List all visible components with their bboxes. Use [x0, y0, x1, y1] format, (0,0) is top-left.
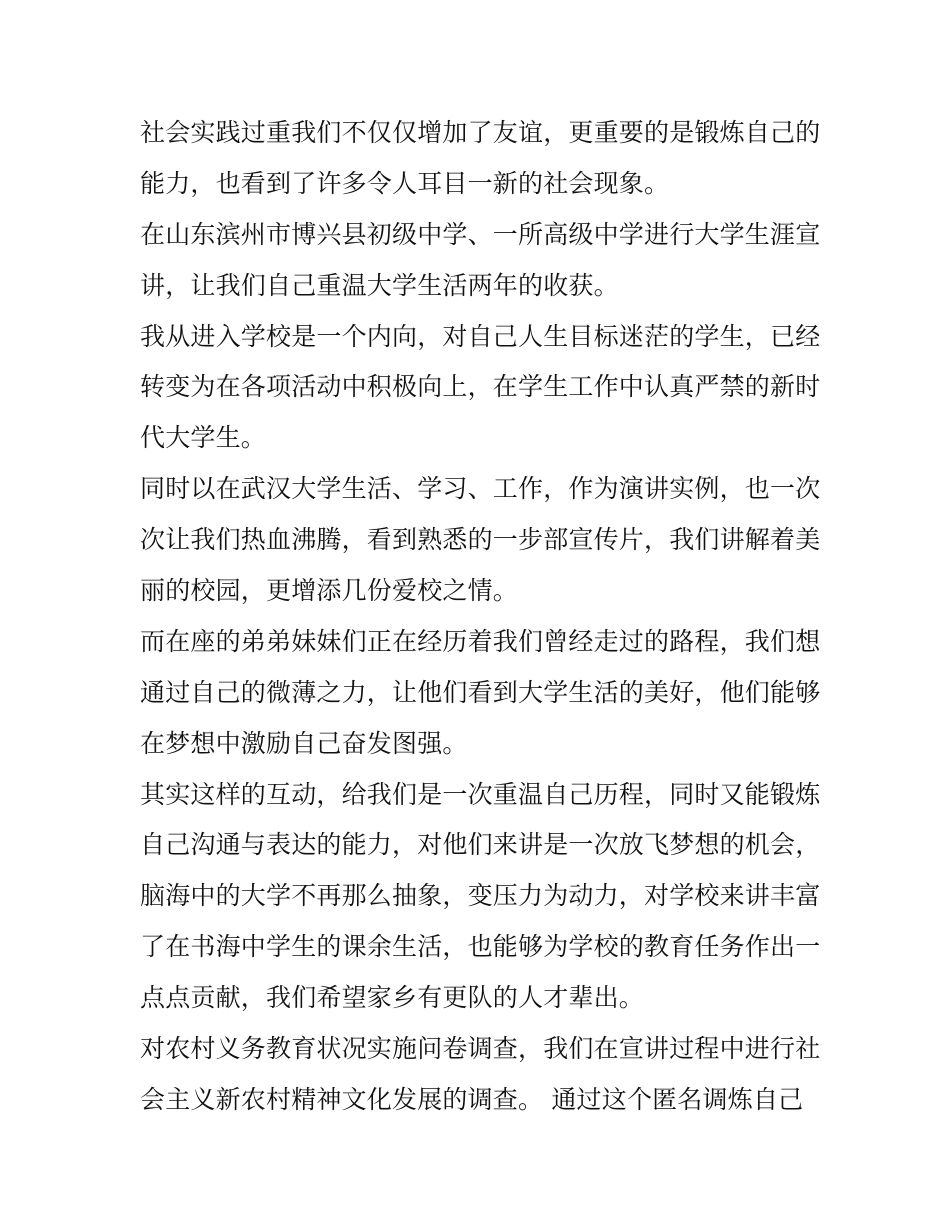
text-line: 丽的校园，更增添几份爱校之情。 [140, 576, 519, 606]
text-line: 了在书海中学生的课余生活，也能够为学校的教育任务作出一 [140, 932, 821, 962]
text-line: 自己沟通与表达的能力，对他们来讲是一次放飞梦想的机会， [140, 830, 821, 860]
text-line: 脑海中的大学不再那么抽象，变压力为动力，对学校来讲丰富 [140, 881, 821, 911]
text-line: 能力，也看到了许多令人耳目一新的社会现象。 [140, 168, 670, 198]
text-line: 在梦想中激励自己奋发图强。 [140, 728, 468, 758]
text-line: 同时以在武汉大学生活、学习、工作，作为演讲实例，也一次 [140, 474, 821, 504]
text-line: 我从进入学校是一个内向，对自己人生目标迷茫的学生，已经 [140, 321, 821, 351]
document-body [140, 108, 821, 1126]
text-line: 转变为在各项活动中积极向上，在学生工作中认真严禁的新时 [140, 372, 821, 402]
text-line: 代大学生。 [140, 423, 267, 453]
text-line: 其实这样的互动，给我们是一次重温自己历程，同时又能锻炼 [140, 779, 821, 809]
text-line: 讲，让我们自己重温大学生活两年的收获。 [140, 270, 619, 300]
text-line: 社会实践过重我们不仅仅增加了友谊，更重要的是锻炼自己的 [140, 118, 821, 147]
text-line: 在山东滨州市博兴县初级中学、一所高级中学进行大学生涯宣 [140, 219, 821, 249]
text-line: 通过自己的微薄之力，让他们看到大学生活的美好，他们能够 [140, 677, 821, 707]
text-line: 而在座的弟弟妹妹们正在经历着我们曾经走过的路程，我们想 [140, 626, 821, 656]
text-line: 次让我们热血沸腾，看到熟悉的一步部宣传片，我们讲解着美 [140, 525, 821, 555]
text-line: 会主义新农村精神文化发展的调查。 通过这个匿名调炼自己 [140, 1084, 804, 1114]
text-line: 点点贡献，我们希望家乡有更队的人才辈出。 [140, 983, 645, 1013]
text-line: 对农村义务教育状况实施问卷调查，我们在宣讲过程中进行社 [140, 1034, 821, 1064]
